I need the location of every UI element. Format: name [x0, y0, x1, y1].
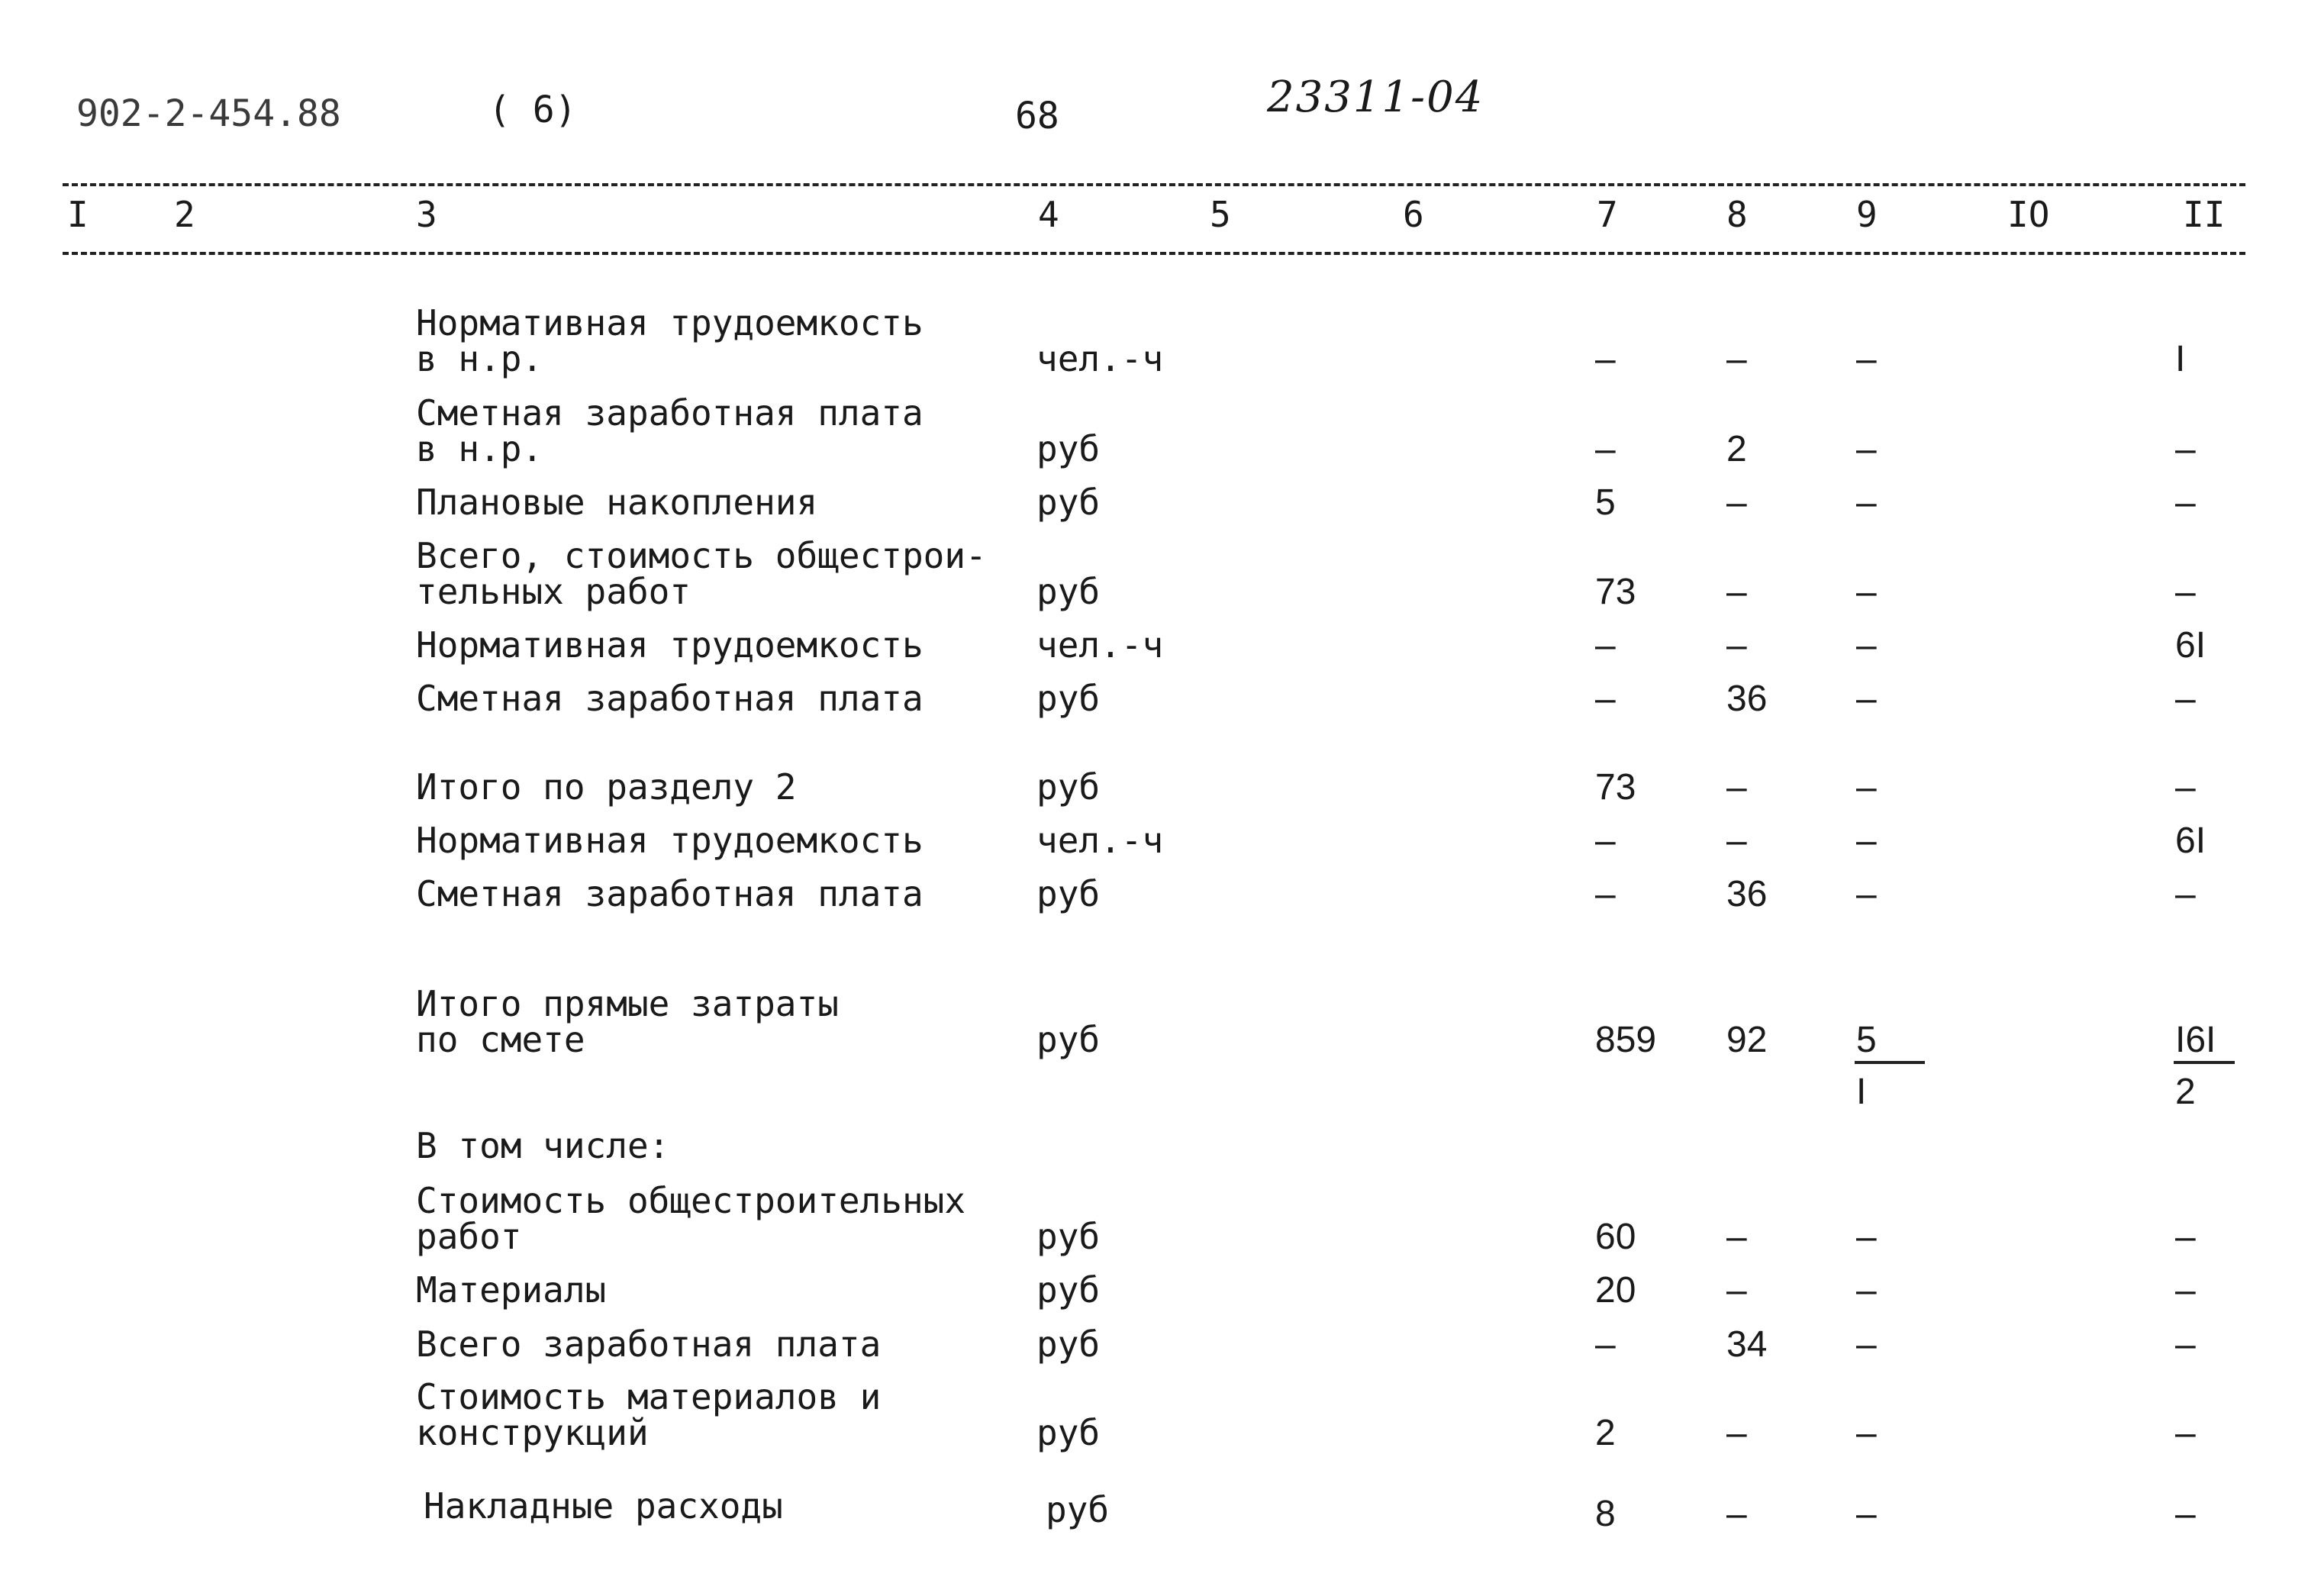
- row-unit: руб: [1036, 482, 1101, 523]
- value-col8: –: [1726, 625, 1747, 666]
- value-col8: –: [1726, 339, 1747, 379]
- row-label: Всего, стоимость общестрои- тельных работ: [416, 535, 987, 612]
- column-number-7: 7: [1597, 194, 1618, 235]
- value-col11: 6I: [2175, 625, 2206, 666]
- value-col9-numerator: 5: [1856, 1020, 1877, 1060]
- row-label: Сметная заработная плата в н.р.: [416, 392, 924, 469]
- column-number-5: 5: [1210, 194, 1231, 235]
- column-number-4: 4: [1038, 194, 1059, 235]
- value-col8: –: [1726, 1494, 1747, 1534]
- value-col7: 8: [1595, 1494, 1616, 1534]
- row-unit: руб: [1036, 1019, 1101, 1060]
- value-col9: –: [1856, 1324, 1877, 1365]
- value-col11: 6I: [2175, 821, 2206, 861]
- value-col9: –: [1856, 429, 1877, 469]
- value-col9: –: [1856, 679, 1877, 719]
- value-col8: 36: [1726, 679, 1768, 719]
- row-label: Стоимость общестроительных работ: [416, 1180, 966, 1257]
- value-col7: –: [1595, 625, 1616, 666]
- handwritten-inventory-number: 23311-04: [1267, 73, 1484, 122]
- row-label: Итого по разделу 2: [416, 766, 797, 808]
- row-unit: руб: [1036, 1324, 1101, 1365]
- header-rule-top: [63, 183, 2245, 186]
- column-number-1: I: [67, 194, 89, 235]
- value-col9: –: [1856, 1413, 1877, 1453]
- value-col9: –: [1856, 625, 1877, 666]
- fraction-bar: [1855, 1061, 1925, 1064]
- value-col9: –: [1856, 767, 1877, 808]
- row-unit: руб: [1036, 571, 1101, 612]
- row-label: Сметная заработная плата: [416, 873, 924, 914]
- value-col9: –: [1856, 1217, 1877, 1257]
- value-col7: –: [1595, 429, 1616, 469]
- row-label: Итого прямые затраты по смете: [416, 983, 839, 1060]
- value-col9: –: [1856, 339, 1877, 379]
- value-col9: –: [1856, 1494, 1877, 1534]
- row-label: Нормативная трудоемкость: [416, 820, 924, 861]
- value-col9: –: [1856, 572, 1877, 612]
- value-col9-denominator: I: [1856, 1072, 1867, 1112]
- value-col8: –: [1726, 1217, 1747, 1257]
- row-unit: руб: [1036, 1216, 1101, 1257]
- value-col9: –: [1856, 821, 1877, 861]
- value-col11: –: [2175, 1494, 2196, 1534]
- value-col7: –: [1595, 874, 1616, 914]
- row-unit: руб: [1036, 1412, 1101, 1453]
- value-col11: –: [2175, 482, 2196, 523]
- column-number-10: IO: [2007, 194, 2050, 235]
- value-col8: 34: [1726, 1324, 1768, 1365]
- value-col11: –: [2175, 679, 2196, 719]
- value-col11-denominator: 2: [2175, 1072, 2196, 1112]
- row-unit: руб: [1046, 1489, 1110, 1530]
- row-label: В том числе:: [416, 1125, 670, 1166]
- row-unit: руб: [1036, 678, 1101, 719]
- value-col11: –: [2175, 1270, 2196, 1311]
- value-col8: 2: [1726, 429, 1747, 469]
- value-col8: –: [1726, 572, 1747, 612]
- column-number-6: 6: [1403, 194, 1424, 235]
- row-label: Всего заработная плата: [416, 1324, 882, 1365]
- value-col8: –: [1726, 767, 1747, 808]
- value-col7: 73: [1595, 572, 1636, 612]
- row-label: Нормативная трудоемкость: [416, 624, 924, 666]
- column-number-8: 8: [1726, 194, 1748, 235]
- column-number-9: 9: [1856, 194, 1878, 235]
- row-unit: чел.-ч: [1036, 820, 1164, 861]
- row-unit: руб: [1036, 428, 1101, 469]
- value-col7: –: [1595, 821, 1616, 861]
- value-col7: 60: [1595, 1217, 1636, 1257]
- value-col8: –: [1726, 821, 1747, 861]
- value-col11: –: [2175, 1324, 2196, 1365]
- value-col7: 73: [1595, 767, 1636, 808]
- value-col7: –: [1595, 679, 1616, 719]
- row-unit: руб: [1036, 873, 1101, 914]
- row-label: Нормативная трудоемкость в н.р.: [416, 302, 924, 379]
- column-number-3: 3: [416, 194, 437, 235]
- row-label: Материалы: [416, 1269, 607, 1311]
- value-col11: –: [2175, 1217, 2196, 1257]
- value-col7: 2: [1595, 1413, 1616, 1453]
- column-number-11: II: [2183, 194, 2226, 235]
- value-col9: –: [1856, 874, 1877, 914]
- row-unit: чел.-ч: [1036, 338, 1164, 379]
- value-col7: 20: [1595, 1270, 1636, 1311]
- value-col7: –: [1595, 1324, 1616, 1365]
- row-label: Плановые накопления: [416, 482, 818, 523]
- value-col11-numerator: I6I: [2175, 1020, 2216, 1060]
- value-col11: –: [2175, 572, 2196, 612]
- value-col9: –: [1856, 1270, 1877, 1311]
- value-col7: 859: [1595, 1020, 1657, 1060]
- value-col8: 36: [1726, 874, 1768, 914]
- value-col11: I: [2175, 339, 2186, 379]
- row-label: Стоимость материалов и конструкций: [416, 1376, 882, 1453]
- sheet-number: ( 6): [488, 89, 577, 131]
- fraction-bar: [2174, 1061, 2235, 1064]
- value-col11: –: [2175, 874, 2196, 914]
- column-number-2: 2: [174, 194, 195, 235]
- value-col8: –: [1726, 482, 1747, 523]
- value-col7: 5: [1595, 482, 1616, 523]
- value-col11: –: [2175, 429, 2196, 469]
- value-col9: –: [1856, 482, 1877, 523]
- row-label: Сметная заработная плата: [416, 678, 924, 719]
- value-col8: –: [1726, 1413, 1747, 1453]
- row-unit: чел.-ч: [1036, 624, 1164, 666]
- value-col8: –: [1726, 1270, 1747, 1311]
- row-label: Накладные расходы: [424, 1485, 783, 1527]
- document-code: 902-2-454.88: [76, 92, 341, 135]
- row-unit: руб: [1036, 766, 1101, 808]
- value-col8: 92: [1726, 1020, 1768, 1060]
- value-col11: –: [2175, 1413, 2196, 1453]
- value-col11: –: [2175, 767, 2196, 808]
- row-unit: руб: [1036, 1269, 1101, 1311]
- value-col7: –: [1595, 339, 1616, 379]
- header-rule-bottom: [63, 252, 2245, 255]
- page-number: 68: [1015, 95, 1059, 137]
